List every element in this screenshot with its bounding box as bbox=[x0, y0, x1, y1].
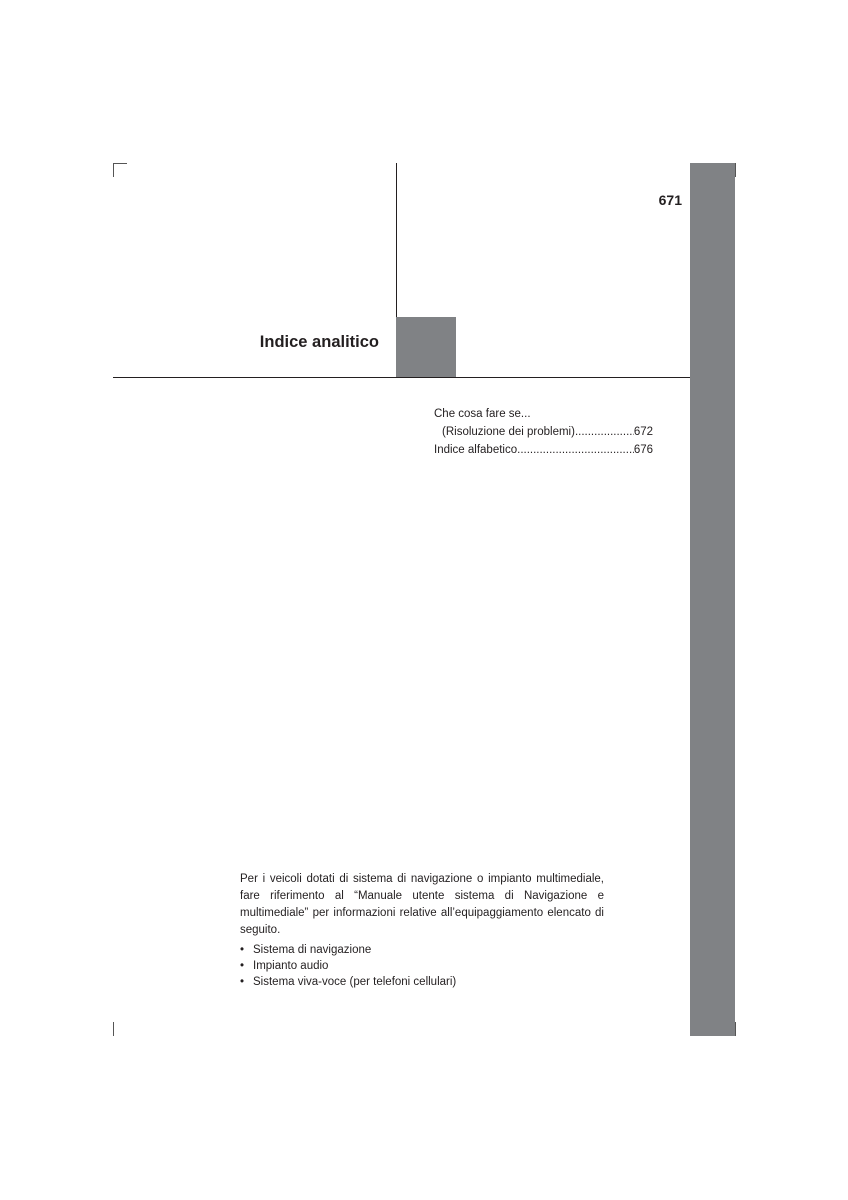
crop-mark-top-left bbox=[113, 163, 114, 177]
heading-gray-block bbox=[396, 317, 456, 377]
toc-entry-label: Indice alfabetico bbox=[434, 444, 518, 456]
list-item-text: Impianto audio bbox=[253, 960, 329, 972]
toc-entry-page: 676 bbox=[633, 444, 653, 456]
crop-mark-bottom-right bbox=[735, 1022, 736, 1036]
toc-entry-heading bbox=[434, 405, 653, 423]
bullet-icon: • bbox=[240, 944, 245, 956]
list-item bbox=[240, 974, 604, 990]
note-paragraph: Per i veicoli dotati di sistema di navigazione o impianto multimediale, fare riferimento al “Manuale utente sistema di Navigazione e multimediale” per informazioni relative all’equipaggiamento elencato di seguito. bbox=[240, 873, 604, 936]
crop-mark-top-left-horizontal bbox=[113, 163, 127, 164]
toc-dot-leader bbox=[575, 423, 634, 441]
navigation-note bbox=[240, 871, 604, 990]
bullet-icon: • bbox=[240, 960, 245, 972]
page-number: 671 bbox=[658, 192, 682, 208]
toc-entry-troubleshooting[interactable] bbox=[434, 423, 653, 441]
toc-entry-alphabetical-index[interactable] bbox=[434, 441, 653, 459]
toc-entry-label: Che cosa fare se... bbox=[434, 408, 531, 420]
toc-entry-label: (Risoluzione dei problemi) bbox=[442, 426, 575, 438]
vertical-rule bbox=[396, 163, 397, 317]
note-list bbox=[240, 942, 604, 990]
side-thumb-tab bbox=[690, 163, 735, 1036]
list-item bbox=[240, 958, 604, 974]
toc-entry-page: 672 bbox=[633, 426, 653, 438]
bullet-icon: • bbox=[240, 976, 245, 988]
list-item bbox=[240, 942, 604, 958]
crop-mark-top-right bbox=[735, 163, 736, 177]
list-item-text: Sistema di navigazione bbox=[253, 944, 372, 956]
table-of-contents bbox=[434, 405, 653, 459]
section-title: Indice analitico bbox=[259, 333, 379, 351]
horizontal-rule bbox=[113, 377, 690, 378]
list-item-text: Sistema viva-voce (per telefoni cellulari) bbox=[253, 976, 457, 988]
toc-dot-leader bbox=[517, 441, 634, 459]
crop-mark-bottom-left bbox=[113, 1022, 114, 1036]
